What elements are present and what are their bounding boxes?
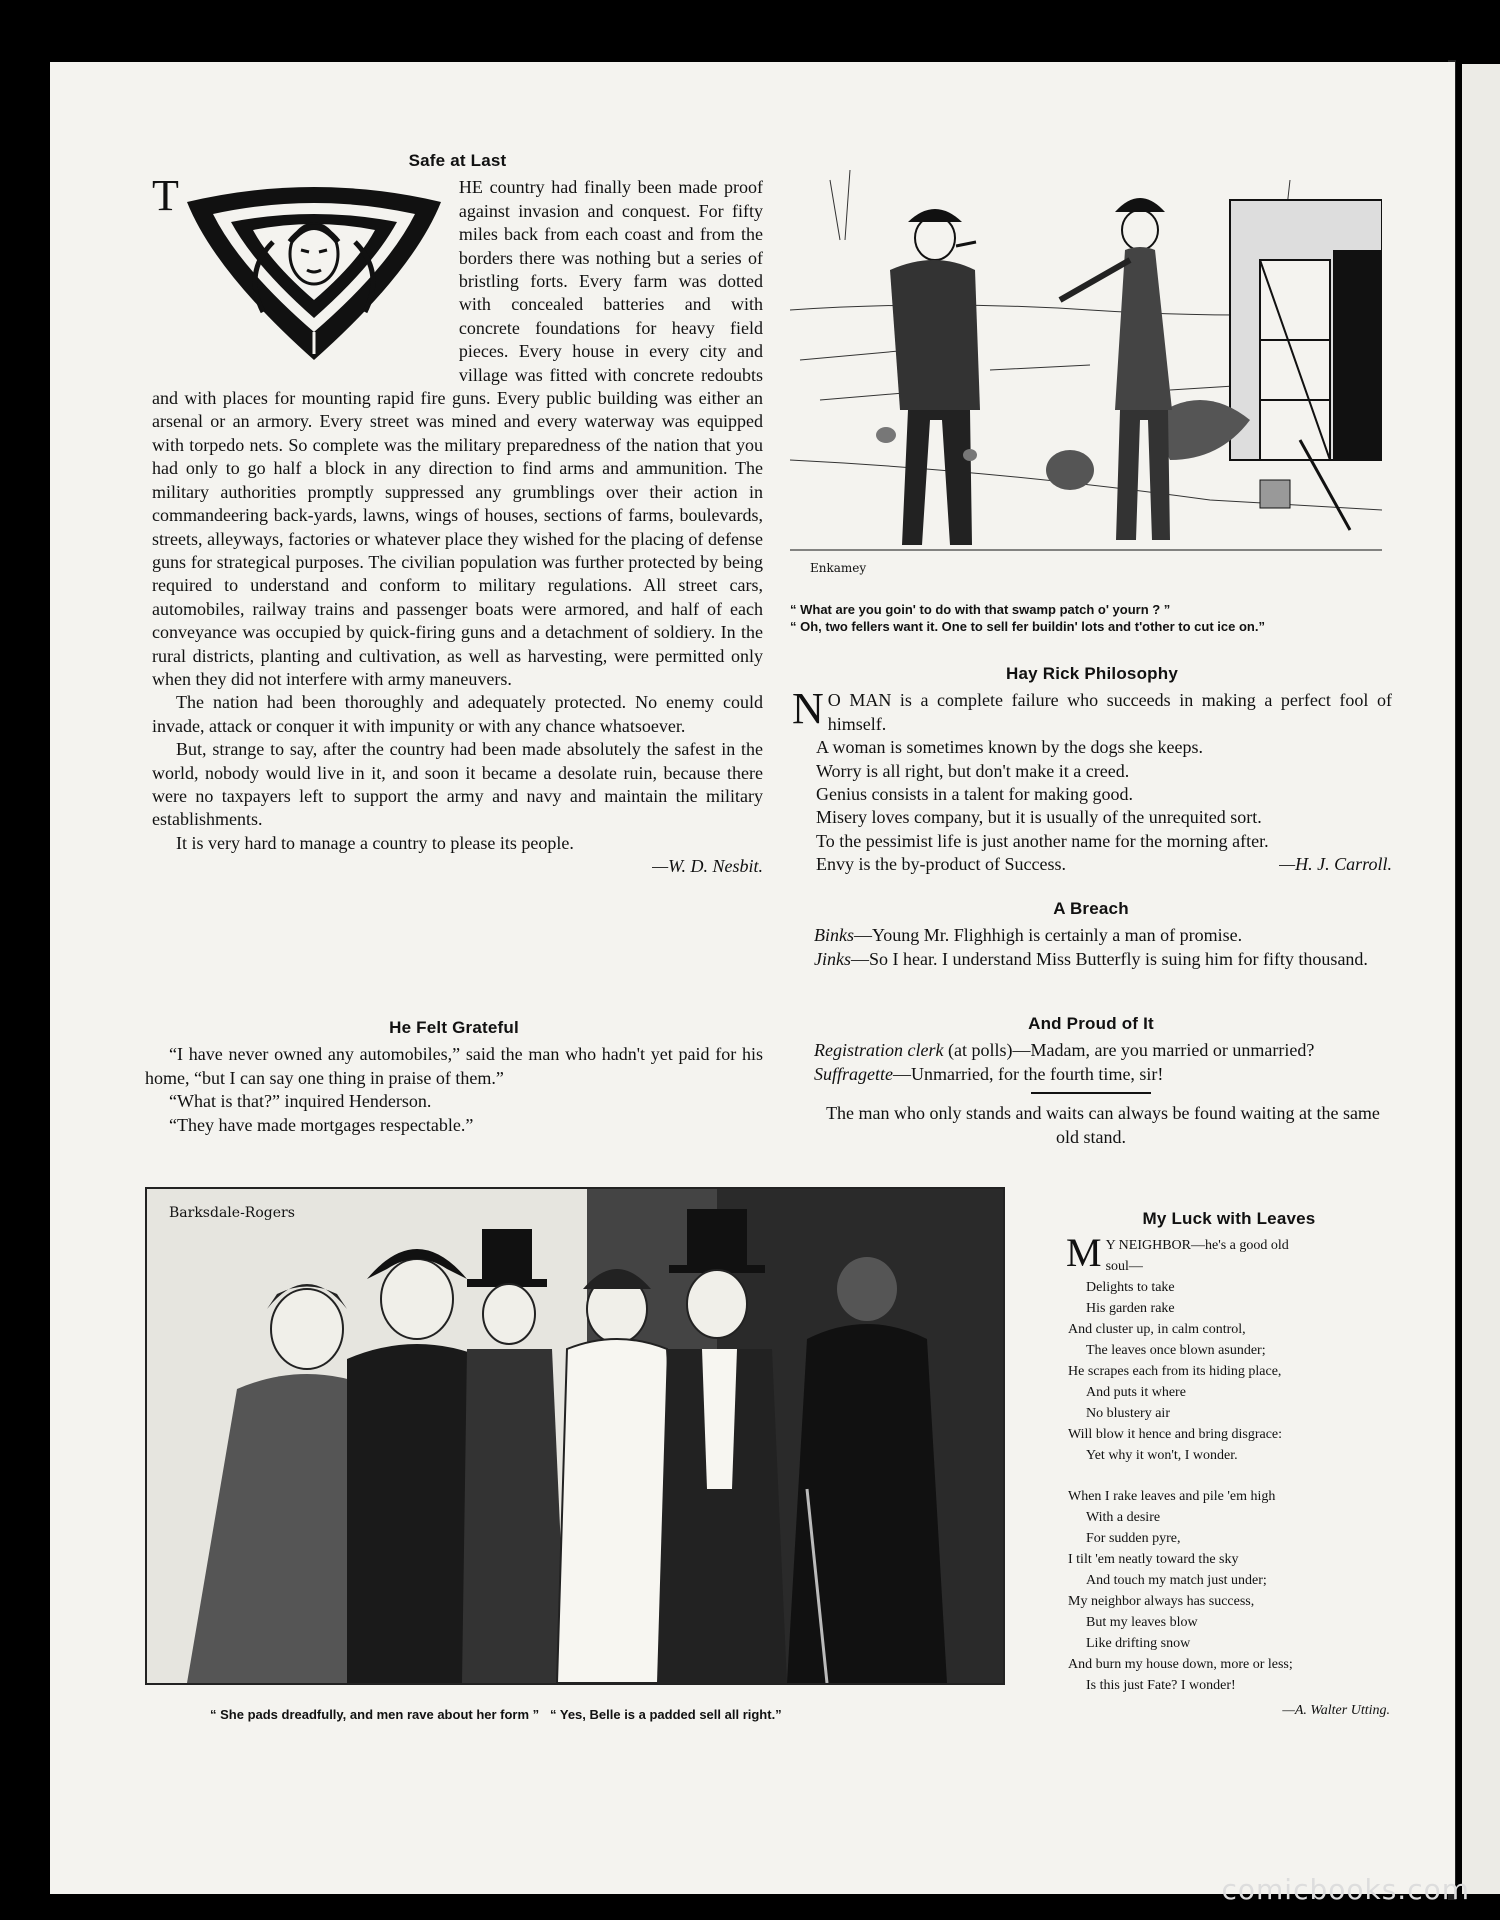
art-nouveau-face-emblem <box>183 182 445 364</box>
stands-and-waits: The man who only stands and waits can always be found waiting at the same old stand. <box>826 1103 1380 1147</box>
poem-line: soul— <box>1105 1259 1143 1274</box>
party-cartoon-signature: Barksdale-Rogers <box>169 1205 295 1221</box>
a-breach-speaker-2: Jinks <box>814 948 851 969</box>
poem-line: Yet why it won't, I wonder. <box>1086 1448 1238 1463</box>
poem-line: The leaves once blown asunder; <box>1086 1343 1266 1358</box>
safe-at-last-title: Safe at Last <box>408 151 507 170</box>
a-breach-line-2: —So I hear. I understand Miss Butterfly is suing him for fifty thousand. <box>850 948 1368 969</box>
safe-at-last-para3: But, strange to say, after the country had been made absolutely the safest in the world, nobody would live in it, and soon it became a desolate ruin, because there were no taxpayers left to support the army and navy and maintain the military establishments. <box>152 739 763 830</box>
safe-at-last-para4: It is very hard to manage a country to please its people. <box>176 832 574 853</box>
farm-cartoon-caption <box>790 601 1410 635</box>
proud-of-it-title: And Proud of It <box>1028 1014 1154 1033</box>
poem-line: For sudden pyre, <box>1086 1531 1181 1546</box>
poem-line: Y NEIGHBOR—he's a good old <box>1105 1238 1289 1253</box>
dropcap-t: T <box>152 171 179 221</box>
dropcap-m: M <box>1066 1230 1102 1275</box>
section-divider <box>1031 1092 1151 1094</box>
poem-line: Will blow it hence and bring disgrace: <box>1068 1427 1283 1442</box>
farm-cartoon <box>790 160 1382 590</box>
hay-rick-line-5: To the pessimist life is just another name for the morning after. <box>816 830 1269 851</box>
poem-line: When I rake leaves and pile 'em high <box>1068 1489 1276 1504</box>
safe-at-last-para2: The nation had been thoroughly and adequately protected. No enemy could invade, attack or conquer it with impunity or with any chance whatsoever. <box>152 692 763 736</box>
hay-rick-line-3: Genius consists in a talent for making good. <box>816 784 1133 805</box>
poem-line: But my leaves blow <box>1086 1615 1198 1630</box>
he-felt-grateful-title: He Felt Grateful <box>389 1018 519 1037</box>
poem-line: I tilt 'em neatly toward the sky <box>1068 1552 1239 1567</box>
my-luck-stanza-1 <box>1066 1230 1390 1466</box>
farm-cartoon-signature: Enkamey <box>810 561 867 575</box>
he-felt-grateful-line2: “What is that?” inquired Henderson. <box>169 1091 432 1112</box>
poem-line: And burn my house down, more or less; <box>1068 1657 1293 1672</box>
poem-line: My neighbor always has success, <box>1068 1594 1255 1609</box>
party-cartoon-drawing <box>147 1189 1003 1683</box>
hay-rick-line-4: Misery loves company, but it is usually of the unrequited sort. <box>816 807 1262 828</box>
he-felt-grateful-line3: “They have made mortgages respectable.” <box>169 1114 474 1135</box>
proud-of-it-article <box>790 1012 1392 1149</box>
a-breach-speaker-1: Binks <box>814 925 854 946</box>
poem-line: And puts it where <box>1086 1385 1186 1400</box>
next-page-edge <box>1462 64 1500 1894</box>
site-watermark: comicbooks.com <box>1221 1873 1470 1906</box>
party-cartoon-caption: “ She pads dreadfully, and men rave about her form ” “ Yes, Belle is a padded sell all right.” <box>210 1707 782 1722</box>
a-breach-line-1: —Young Mr. Flighhigh is certainly a man of promise. <box>854 925 1243 946</box>
hay-rick-line-1: A woman is sometimes known by the dogs she keeps. <box>816 737 1203 758</box>
dropcap-n: N <box>792 684 824 734</box>
a-breach-title: A Breach <box>1053 899 1129 918</box>
poem-line: Like drifting snow <box>1086 1636 1191 1651</box>
proud-of-it-speaker-2: Suffragette <box>814 1063 893 1084</box>
farm-cartoon-drawing <box>790 160 1382 590</box>
he-felt-grateful-article <box>145 1016 763 1137</box>
hay-rick-article <box>792 662 1392 877</box>
poem-line: Is this just Fate? I wonder! <box>1086 1678 1236 1693</box>
hay-rick-signature: —H. J. Carroll. <box>1279 854 1392 875</box>
safe-at-last-signature: —W. D. Nesbit. <box>652 856 763 877</box>
my-luck-title: My Luck with Leaves <box>1142 1209 1316 1228</box>
my-luck-stanza-2 <box>1068 1486 1390 1696</box>
hay-rick-line-2: Worry is all right, but don't make it a creed. <box>816 760 1130 781</box>
safe-at-last-article <box>152 149 763 879</box>
hay-rick-last-line: Envy is the by-product of Success. <box>816 854 1066 875</box>
my-luck-signature: —A. Walter Utting. <box>1282 1703 1390 1718</box>
poem-line: And cluster up, in calm control, <box>1068 1322 1246 1337</box>
proud-of-it-speaker-1: Registration clerk <box>814 1040 944 1061</box>
poem-line: With a desire <box>1086 1510 1161 1525</box>
my-luck-poem <box>1068 1208 1390 1721</box>
poem-line: He scrapes each from its hiding place, <box>1068 1364 1282 1379</box>
party-cartoon <box>145 1187 1005 1685</box>
poem-line: Delights to take <box>1086 1280 1175 1295</box>
poem-line: And touch my match just under; <box>1086 1573 1267 1588</box>
hay-rick-lead: O MAN is a complete failure who succeeds in making a perfect fool of himself. <box>827 690 1392 734</box>
proud-of-it-line-1: (at polls)—Madam, are you married or unmarried? <box>943 1040 1315 1061</box>
farm-cartoon-caption-1: “ What are you goin' to do with that swamp patch o' yourn ? ” <box>790 602 1171 617</box>
a-breach-article <box>790 897 1392 971</box>
poem-line: His garden rake <box>1086 1301 1175 1316</box>
poem-line: No blustery air <box>1086 1406 1170 1421</box>
proud-of-it-line-2: —Unmarried, for the fourth time, sir! <box>893 1063 1164 1084</box>
farm-cartoon-caption-2: “ Oh, two fellers want it. One to sell fer buildin' lots and t'other to cut ice on.” <box>790 619 1265 634</box>
safe-at-last-para1: HE country had finally been made proof against invasion and conquest. For fifty miles back from each coast and from the borders there was nothing but a series of bristling forts. Every farm was dotted with concealed batteries and with concrete foundations for heavy field pieces. Every house in every city and village was fitted with concrete redoubts and with places for mounting rapid fire guns. Every public building was either an arsenal or an armory. Every street was mined and every waterway was equipped with torpedo nets. So complete was the military preparedness of the nation that you had only to go half a block in any direction to find arms and ammunition. The military authorities promptly suppressed any grumblings over their action in commandeering back-yards, lawns, wings of houses, sections of farms, boulevards, streets, alleyways, factories or whatever place they wished for the placing of defense guns for strategical purposes. The civilian population was further protected by being required to understand and conform to military regulations. All street cars, automobiles, railway trains and passenger boats were armored, and half of each conveyance was occupied by quick-firing guns and a detachment of soldiery. In the rural districts, planting and cultivation, as well as harvesting, were permitted only when they did not interfere with army maneuvers. <box>152 177 763 689</box>
he-felt-grateful-line1: “I have never owned any automobiles,” said the man who hadn't yet paid for his home, “but I can say one thing in praise of them.” <box>145 1044 763 1088</box>
hay-rick-title: Hay Rick Philosophy <box>1006 664 1178 683</box>
